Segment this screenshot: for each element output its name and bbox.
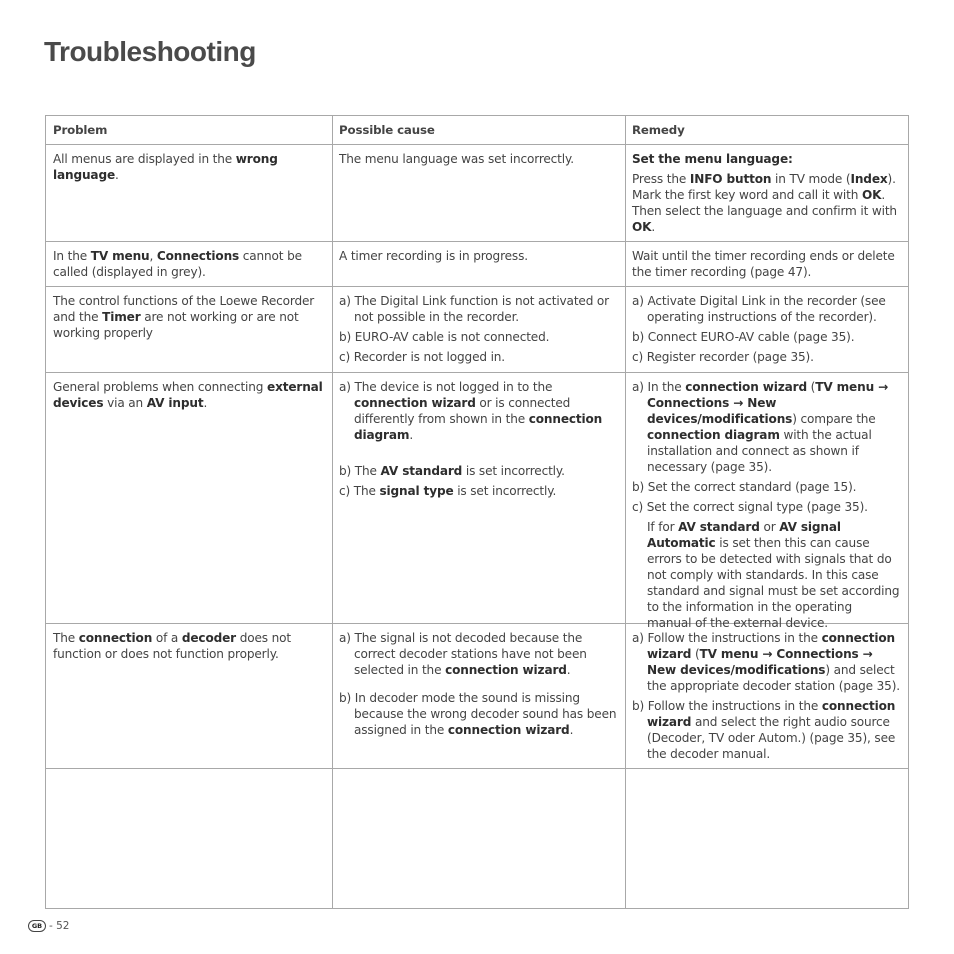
text-run: a) Activate Digital Link in the recorder (see operating instructions of the recorder). [632,294,886,324]
paragraph [632,151,900,167]
bold-term: TV menu → Connections → New devices/modifications [647,647,873,677]
empty-cell [332,769,625,908]
header-possible-cause: Possible cause [339,123,435,137]
text-run: a) Follow the instructions in the [632,631,822,645]
list-item [632,379,900,475]
bold-term: wrong language [53,152,278,182]
list-item [339,379,617,443]
cause-cell [332,287,625,369]
bold-term: OK [632,220,652,234]
remedy-cell [625,287,908,369]
list-item [632,293,900,325]
list-item [632,499,900,515]
bold-term: Set the menu language: [632,152,793,166]
bold-term: INFO button [689,172,772,186]
header-remedy: Remedy [632,123,685,137]
paragraph [632,248,900,280]
bold-term: TV menu → Connections → New devices/modifications [647,380,889,426]
bold-term: connection wizard [447,723,570,737]
text-run: ) compare the [792,412,876,426]
list-item [339,690,617,738]
bold-term: Timer [102,310,141,324]
text-run: b) The [339,464,381,478]
paragraph [339,151,617,167]
bold-term: connection wizard [647,631,895,661]
text-run: ) and select the appropriate decoder station (page 35). [647,663,900,693]
text-run: In the [53,249,91,263]
text-run: is set incorrectly. [462,464,565,478]
paragraph [339,248,617,264]
text-run: c) The [339,484,380,498]
text-run: of a [152,631,182,645]
text-run: a) The Digital Link function is not activated or not possible in the recorder. [339,294,609,324]
problem-cell [46,373,332,411]
bold-term: connection wizard [354,396,476,410]
bold-term: connection diagram [354,412,603,442]
text-run: cannot be called (displayed in grey). [53,249,302,279]
text-run: General problems when connecting [53,380,268,394]
cause-cell [332,624,625,742]
list-item [632,329,900,345]
text-run: . [203,396,208,410]
list-item [632,479,900,495]
text-run: . [651,220,656,234]
text-run: Wait until the timer recording ends or delete the timer recording (page 47). [632,249,895,279]
bold-term: OK [861,188,882,202]
bold-term: external devices [53,380,323,410]
problem-cell [46,287,332,341]
list-item [632,349,900,365]
bold-term: connection diagram [647,428,780,442]
text-run: ( [691,647,700,661]
text-run: a) The signal is not decoded because the correct decoder stations have not been selected in the [339,631,587,677]
text-run: a) The device is not logged in to the [339,380,553,394]
problem-cell [46,624,332,662]
text-run: Press the [632,172,690,186]
text-run: and select the right audio source (Decoder, TV oder Autom.) (page 35), see the decoder manual. [647,715,896,761]
empty-cell [46,769,332,908]
remedy-cell [625,145,908,239]
bold-term: AV signal Automatic [647,520,841,550]
text-run: All menus are displayed in the [53,152,236,166]
text-run: does not function or does not function properly. [53,631,291,661]
paragraph [632,519,900,631]
bold-term: signal type [379,484,454,498]
text-run: or [759,520,780,534]
text-run: , [149,249,157,263]
paragraph [632,171,900,235]
text-run: . [115,168,119,182]
bold-term: Index [850,172,888,186]
list-item [632,698,900,762]
text-run: The menu language was set incorrectly. [339,152,574,166]
empty-cell [625,769,908,908]
list-item [339,463,617,479]
text-run: c) Recorder is not logged in. [339,350,506,364]
list-item [339,329,617,345]
text-run: or is connected differently from shown in the [354,396,571,426]
text-run: in TV mode ( [771,172,851,186]
language-badge-icon: GB [28,920,46,932]
problem-cell [46,145,332,183]
bold-term: connection wizard [445,663,567,677]
text-run: via an [103,396,147,410]
remedy-cell [625,373,908,635]
bold-term: connection wizard [685,380,807,394]
list-item [339,630,617,678]
header-problem: Problem [53,123,108,137]
text-run: c) Set the correct signal type (page 35). [632,500,868,514]
cause-cell [332,373,625,503]
list-item [632,630,900,694]
text-run: is set then this can cause errors to be detected with signals that do not comply with standards. In this case standard and signal must be set according to the information in the operating manual of the external device. [647,536,900,630]
bold-term: AV input [146,396,204,410]
bold-term: decoder [181,631,236,645]
remedy-cell [625,242,908,284]
text-run: The control functions of the Loewe Recorder and the [53,294,315,324]
bold-term: connection [78,631,153,645]
text-run: c) Register recorder (page 35). [632,350,814,364]
text-run: A timer recording is in progress. [339,249,528,263]
text-run: ). Mark the first key word and call it with [632,172,896,202]
list-item [339,483,617,499]
page-title: Troubleshooting [44,36,256,67]
text-run: with the actual installation and connect as shown if necessary (page 35). [647,428,872,474]
text-run: is set incorrectly. [453,484,557,498]
cause-cell [332,242,625,268]
cause-cell [332,145,625,171]
page-footer [28,920,70,932]
text-run: b) Connect EURO-AV cable (page 35). [632,330,855,344]
bold-term: connection wizard [647,699,896,729]
list-item [339,293,617,325]
text-run: b) Set the correct standard (page 15). [632,480,857,494]
text-run: If for [647,520,679,534]
text-run: b) EURO-AV cable is not connected. [339,330,550,344]
bold-term: AV standard [678,520,760,534]
text-run: a) In the [632,380,686,394]
bold-term: AV standard [380,464,463,478]
text-run: The [53,631,79,645]
text-run: b) Follow the instructions in the [632,699,822,713]
bold-term: Connections [156,249,240,263]
text-run: . [566,663,571,677]
bold-term: TV menu [90,249,150,263]
text-run: . Then select the language and confirm it with [632,188,897,218]
troubleshooting-table [45,115,909,909]
text-run: . [569,723,574,737]
remedy-cell [625,624,908,766]
text-run: . [409,428,414,442]
text-run: are not working or are not working properly [53,310,299,340]
problem-cell [46,242,332,280]
page-number: - 52 [49,920,70,932]
text-run: ( [806,380,816,394]
list-item [339,349,617,365]
text-run: b) In decoder mode the sound is missing because the wrong decoder sound has been assigned in the [339,691,617,737]
